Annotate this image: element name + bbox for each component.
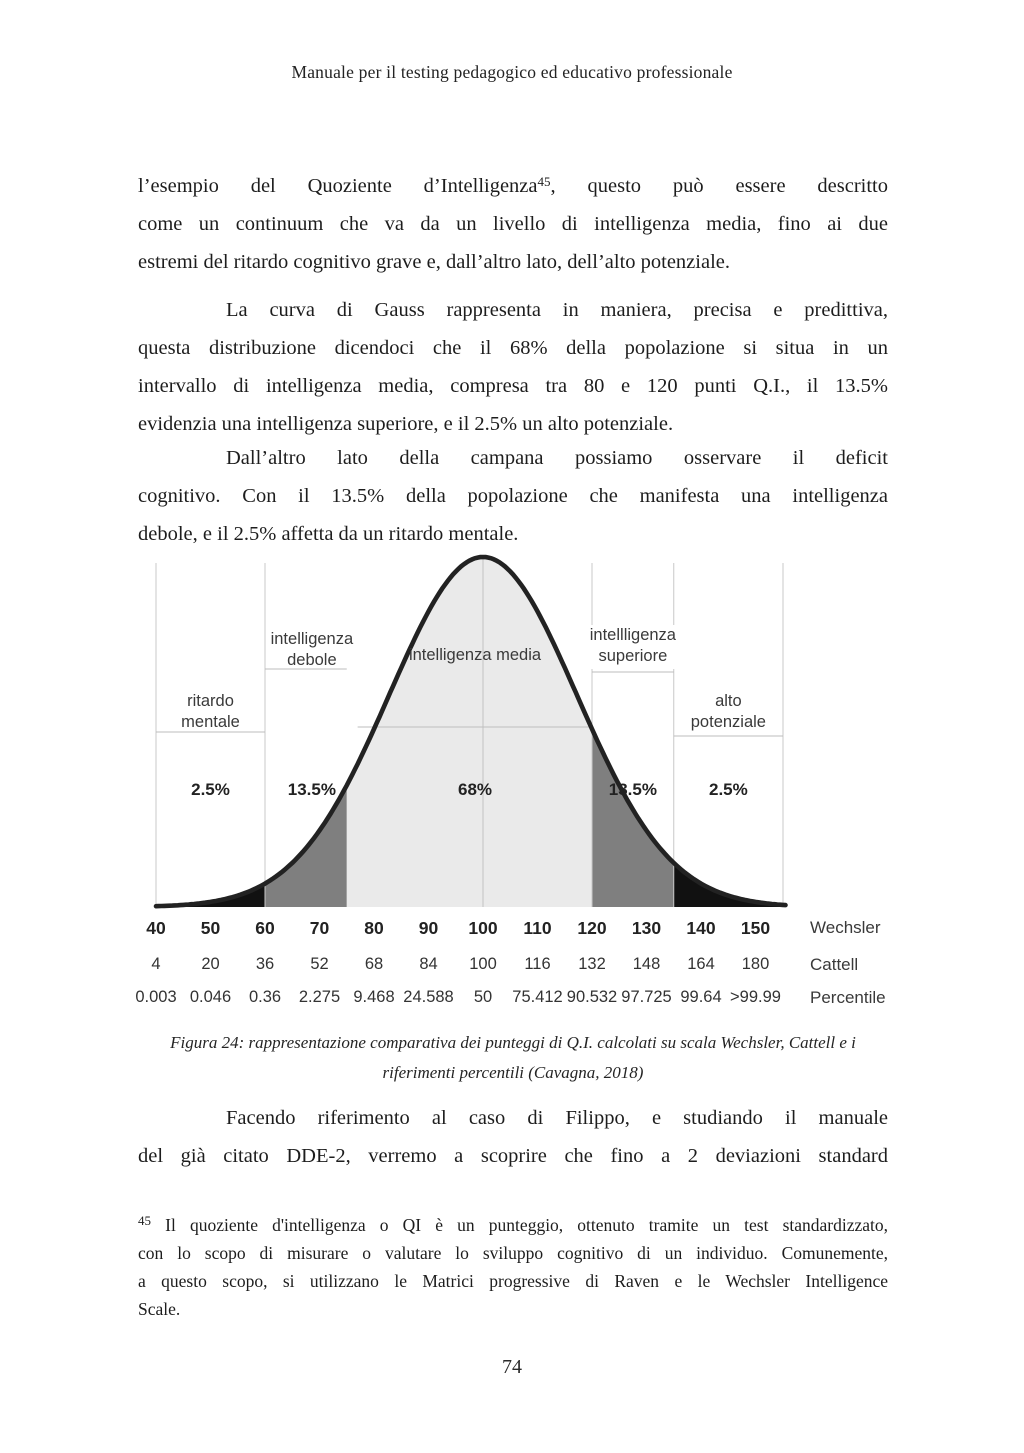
caption-line: Figura 24: rappresentazione comparativa dei punteggi di Q.I. calcolati su scala Wechsler, Cattell e i	[170, 1033, 856, 1052]
axis-tick: 80	[364, 918, 384, 938]
paragraph-2	[138, 291, 888, 443]
footnote	[138, 1211, 888, 1323]
footnote-line: con lo scopo di misurare o valutare lo sviluppo cognitivo di un individuo. Comunemente,	[138, 1243, 888, 1263]
axis-tick: 40	[146, 918, 166, 938]
body-line-text: , questo può essere descritto	[550, 175, 888, 197]
section-percent: 2.5%	[709, 780, 748, 799]
axis-row-label: Cattell	[810, 955, 859, 974]
body-line: evidenzia una intelligenza superiore, e il 2.5% un alto potenziale.	[138, 413, 674, 435]
axis-tick: 24.588	[403, 988, 454, 1006]
body-line	[138, 167, 888, 205]
body-line: intervallo di intelligenza media, compresa tra 80 e 120 punti Q.I., il 13.5%	[138, 375, 888, 397]
axis-tick: 100	[469, 955, 497, 973]
axis-tick: 100	[468, 918, 498, 938]
body-line: del già citato DDE-2, verremo a scoprire che fino a 2 deviazioni standard	[138, 1145, 888, 1167]
paragraph-3	[138, 439, 888, 553]
paragraph-1	[138, 167, 888, 281]
section-percent: 13.5%	[287, 780, 336, 799]
axis-tick: 2.275	[298, 988, 341, 1006]
body-line: Facendo riferimento al caso di Filippo, e studiando il manuale	[226, 1107, 888, 1129]
body-line: La curva di Gauss rappresenta in maniera, precisa e predittiva,	[226, 299, 888, 321]
axis-tick: 36	[255, 955, 275, 973]
section-label	[585, 625, 681, 669]
section-label-line: intellligenza	[589, 626, 676, 644]
axis-tick: 20	[201, 955, 220, 973]
axis-tick: 68	[364, 955, 384, 973]
axis-tick: 180	[741, 955, 770, 973]
axis-tick: >99.99	[730, 988, 781, 1006]
axis-tick: 116	[524, 955, 551, 973]
body-line: cognitivo. Con il 13.5% della popolazione che manifesta una intelligenza	[138, 485, 888, 507]
axis-tick: 75.412	[512, 988, 563, 1006]
axis-tick: 0.046	[189, 988, 232, 1006]
axis-tick: 84	[419, 955, 438, 973]
axis-tick: 150	[740, 918, 771, 938]
section-label-line: ritardo	[187, 692, 234, 710]
axis-tick: 110	[523, 918, 552, 938]
axis-tick: 164	[687, 955, 715, 973]
section-label	[691, 691, 766, 733]
section-label	[409, 645, 541, 666]
axis-tick: 140	[686, 918, 716, 938]
section-label-line: superiore	[598, 647, 668, 665]
axis-row-label: Wechsler	[810, 918, 881, 937]
section-label-line: potenziale	[690, 713, 766, 731]
axis-tick: 148	[632, 955, 661, 973]
section-label-line: mentale	[181, 713, 240, 731]
caption-line: riferimenti percentili (Cavagna, 2018)	[382, 1063, 644, 1082]
footnote-line	[138, 1211, 888, 1239]
axis-tick: 50	[200, 918, 221, 938]
gauss-curve-svg	[148, 553, 888, 1015]
page-number: 74	[502, 1356, 522, 1378]
footnote-ref-45: 45	[537, 174, 551, 189]
body-line-text: l’esempio del Quoziente d’Intelligenza	[138, 175, 538, 197]
section-percent: 2.5%	[191, 780, 230, 799]
axis-tick: 60	[255, 918, 275, 938]
axis-tick: 9.468	[353, 988, 395, 1006]
section-label-line: alto	[715, 692, 742, 710]
figure-24-gauss-curve	[135, 553, 888, 1015]
section-percent: 13.5%	[608, 780, 657, 799]
footnote-line: a questo scopo, si utilizzano le Matrici progressive di Raven e le Wechsler Intelligence	[138, 1271, 888, 1291]
footnote-text: Il quoziente d'intelligenza o QI è un punteggio, ottenuto tramite un test standardizzato,	[151, 1215, 888, 1235]
axis-tick: 70	[309, 918, 330, 938]
section-label	[271, 629, 354, 671]
body-line: Dall’altro lato della campana possiamo osservare il deficit	[226, 447, 888, 469]
section-label-line: intelligenza	[270, 630, 354, 648]
axis-row-label: Percentile	[810, 988, 886, 1007]
axis-tick: 90.532	[566, 988, 618, 1006]
section-label-line: debole	[287, 651, 337, 669]
figure-caption	[138, 1028, 888, 1088]
running-header: Manuale per il testing pedagogico ed educativo professionale	[291, 62, 733, 82]
section-label	[181, 691, 240, 733]
body-line: debole, e il 2.5% affetta da un ritardo mentale.	[138, 523, 519, 545]
axis-tick: 4	[151, 955, 161, 973]
paragraph-4	[138, 1099, 888, 1175]
footnote-marker: 45	[138, 1213, 151, 1228]
axis-tick: 130	[631, 918, 662, 938]
axis-tick: 120	[577, 918, 607, 938]
axis-tick: 97.725	[621, 988, 672, 1006]
axis-tick: 50	[473, 988, 493, 1006]
axis-tick: 0.36	[248, 988, 282, 1006]
body-line: questa distribuzione dicendoci che il 68% della popolazione si situa in un	[138, 337, 888, 359]
curve-area-fill	[347, 557, 592, 907]
section-label-line: intelligenza media	[408, 646, 542, 664]
axis-tick: 99.64	[680, 988, 722, 1006]
body-line: come un continuum che va da un livello di intelligenza media, fino ai due	[138, 213, 888, 235]
curve-area-fill	[674, 863, 783, 907]
axis-tick: 90	[418, 918, 439, 938]
axis-tick: 0.003	[135, 988, 177, 1006]
footnote-line: Scale.	[138, 1299, 181, 1319]
axis-tick: 52	[310, 955, 329, 973]
body-line: estremi del ritardo cognitivo grave e, dall’altro lato, dell’alto potenziale.	[138, 251, 730, 273]
section-percent: 68%	[457, 780, 493, 799]
axis-tick: 132	[578, 955, 606, 973]
